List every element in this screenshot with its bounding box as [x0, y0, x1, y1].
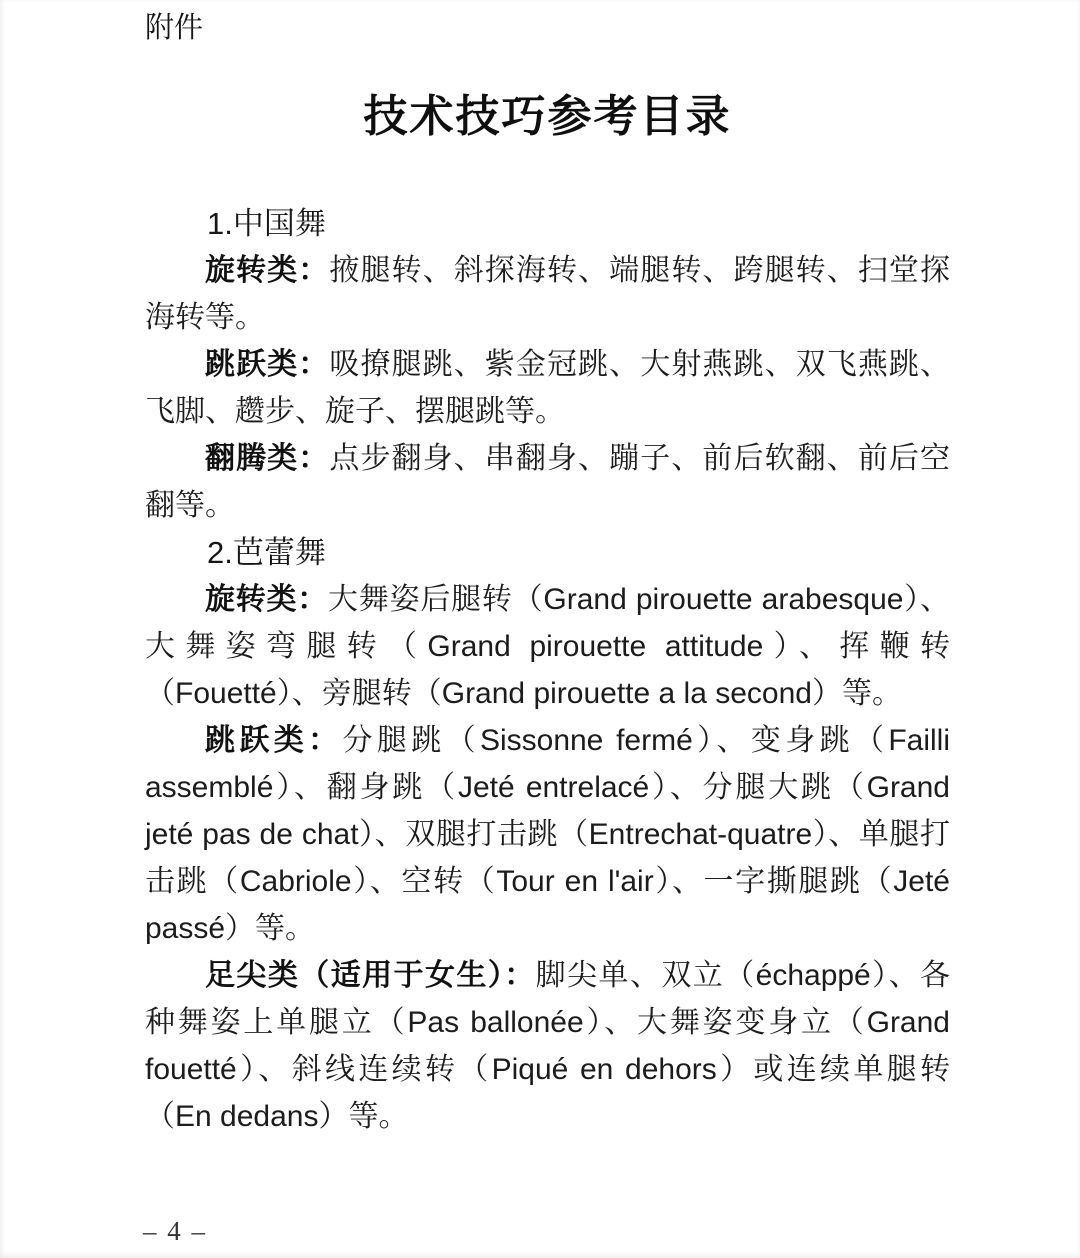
- category-label-ballet-pointe: 足尖类（适用于女生）：: [205, 959, 536, 992]
- paragraph-chinese-dance-jump: [145, 341, 950, 435]
- category-label-ballet-rotation: 旋转类：: [205, 583, 329, 616]
- paragraph-chinese-dance-tumbling: [145, 435, 950, 529]
- page-number: – 4 –: [143, 1216, 207, 1246]
- category-text-ballet-pointe: 脚尖单、双立（échappé）、各种舞姿上单腿立（Pas ballonée）、大舞姿变身立（Grand fouetté）、斜线连续转（Piqué en dehors）或连续单腿转（En dedans）等。: [145, 959, 951, 1133]
- paragraph-ballet-jump: [145, 717, 950, 952]
- attachment-label: 附件: [145, 12, 204, 44]
- category-label-tumbling: 翻腾类：: [205, 442, 330, 475]
- category-text-ballet-rotation: 大舞姿后腿转（Grand pirouette arabesque）、大舞姿弯腿转（Grand pirouette attitude）、挥鞭转（Fouetté）、旁腿转（Grand pirouette a la second）等。: [145, 583, 950, 710]
- category-text-ballet-jump: 分腿跳（Sissonne fermé）、变身跳（Failli assemblé）、翻身跳（Jeté entrelacé）、分腿大跳（Grand jeté pas de chat）、双腿打击跳（Entrechat-quatre）、单腿打击跳（Cabriole）、空转（Tour en l'air）、一字撕腿跳（Jeté passé）等。: [145, 724, 951, 945]
- paragraph-ballet-pointe: [145, 952, 950, 1140]
- category-text-jump: 吸撩腿跳、紫金冠跳、大射燕跳、双飞燕跳、飞脚、趱步、旋子、摆腿跳等。: [145, 348, 951, 428]
- document-title: 技术技巧参考目录: [363, 92, 732, 141]
- paragraph-chinese-dance-rotation: [145, 247, 950, 341]
- category-label-ballet-jump: 跳跃类：: [205, 724, 343, 757]
- category-label-rotation: 旋转类：: [205, 254, 330, 287]
- section-heading-chinese-dance: 1.中国舞: [207, 206, 326, 241]
- paragraph-ballet-rotation: [145, 576, 950, 717]
- category-text-tumbling: 点步翻身、串翻身、蹦子、前后软翻、前后空翻等。: [145, 442, 951, 522]
- category-label-jump: 跳跃类：: [205, 348, 330, 381]
- category-text-rotation: 掖腿转、斜探海转、端腿转、跨腿转、扫堂探海转等。: [145, 254, 951, 334]
- section-heading-ballet: 2.芭蕾舞: [207, 535, 326, 570]
